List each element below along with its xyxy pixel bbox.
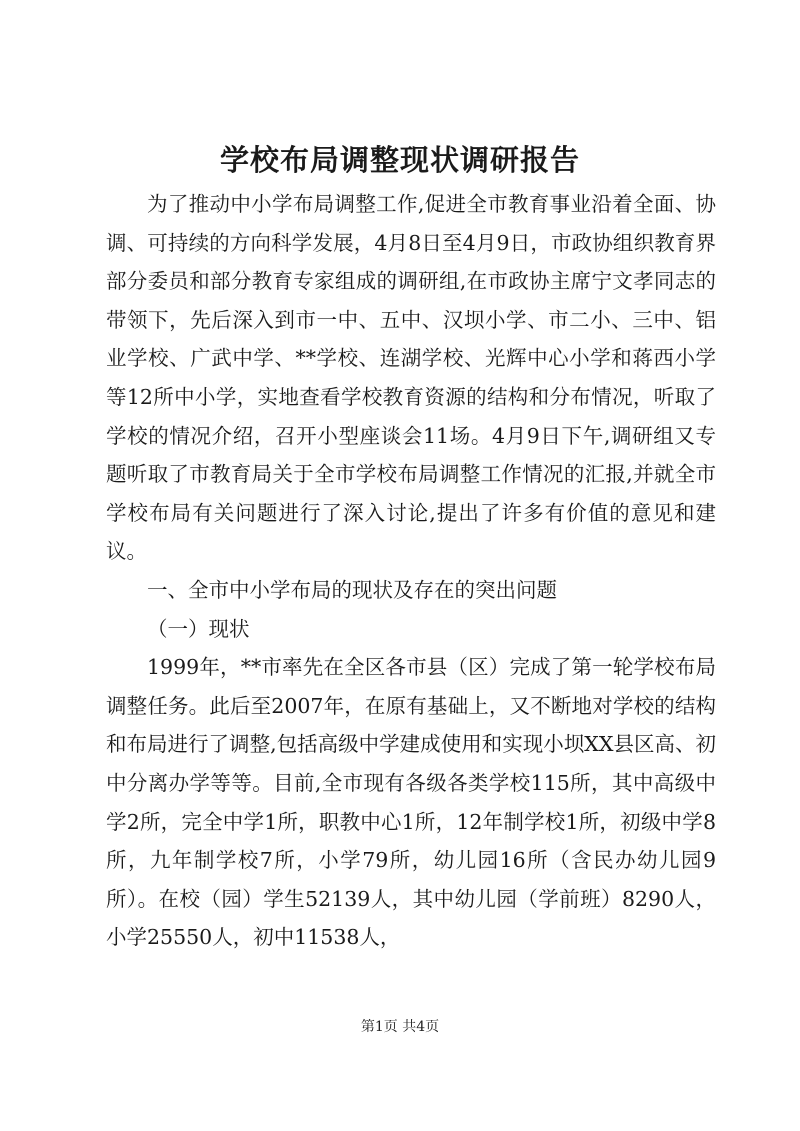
document-title: 学校布局调整现状调研报告 [219,143,580,177]
paragraph-intro: 为了推动中小学布局调整工作,促进全市教育事业沿着全面、协调、可持续的方向科学发展，4月8日至4月9日，市政协组织教育界部分委员和部分教育专家组成的调研组,在市政协主席宁文孝同志的带领下，先后深入到市一中、五中、汉坝小学、市二小、三中、铝业学校、广武中学、**学校、连湖学校、光辉中心小学和蒋西小学等12所中小学，实地查看学校教育资源的结构和分布情况，听取了学校的情况介绍，召开小型座谈会11场。4月9日下午,调研组又专题听取了市教育局关于全市学校布局调整工作情况的汇报,并就全市学校布局有关问题进行了深入讨论,提出了许多有价值的意见和建议。 [106,192,716,564]
section-heading: 一、全市中小学布局的现状及存在的突出问题 [147,577,557,602]
page-footer: 第1页 共4页 [360,1019,440,1035]
paragraph-status: 1999年，**市率先在全区各市县（区）完成了第一轮学校布局调整任务。此后至2007年，在原有基础上，又不断地对学校的结构和布局进行了调整,包括高级中学建成使用和实现小坝XX县区高、初中分离办学等等。目前,全市现有各级各类学校115所，其中高级中学2所，完全中学1所，职教中心1所，12年制学校1所，初级中学8所，九年制学校7所，小学79所，幼儿园16所（含民办幼儿园9所）。在校（园）学生52139人，其中幼儿园（学前班）8290人，小学25550人，初中11538人， [106,655,716,950]
subsection-heading: （一）现状 [147,616,250,641]
document-body [106,185,716,957]
